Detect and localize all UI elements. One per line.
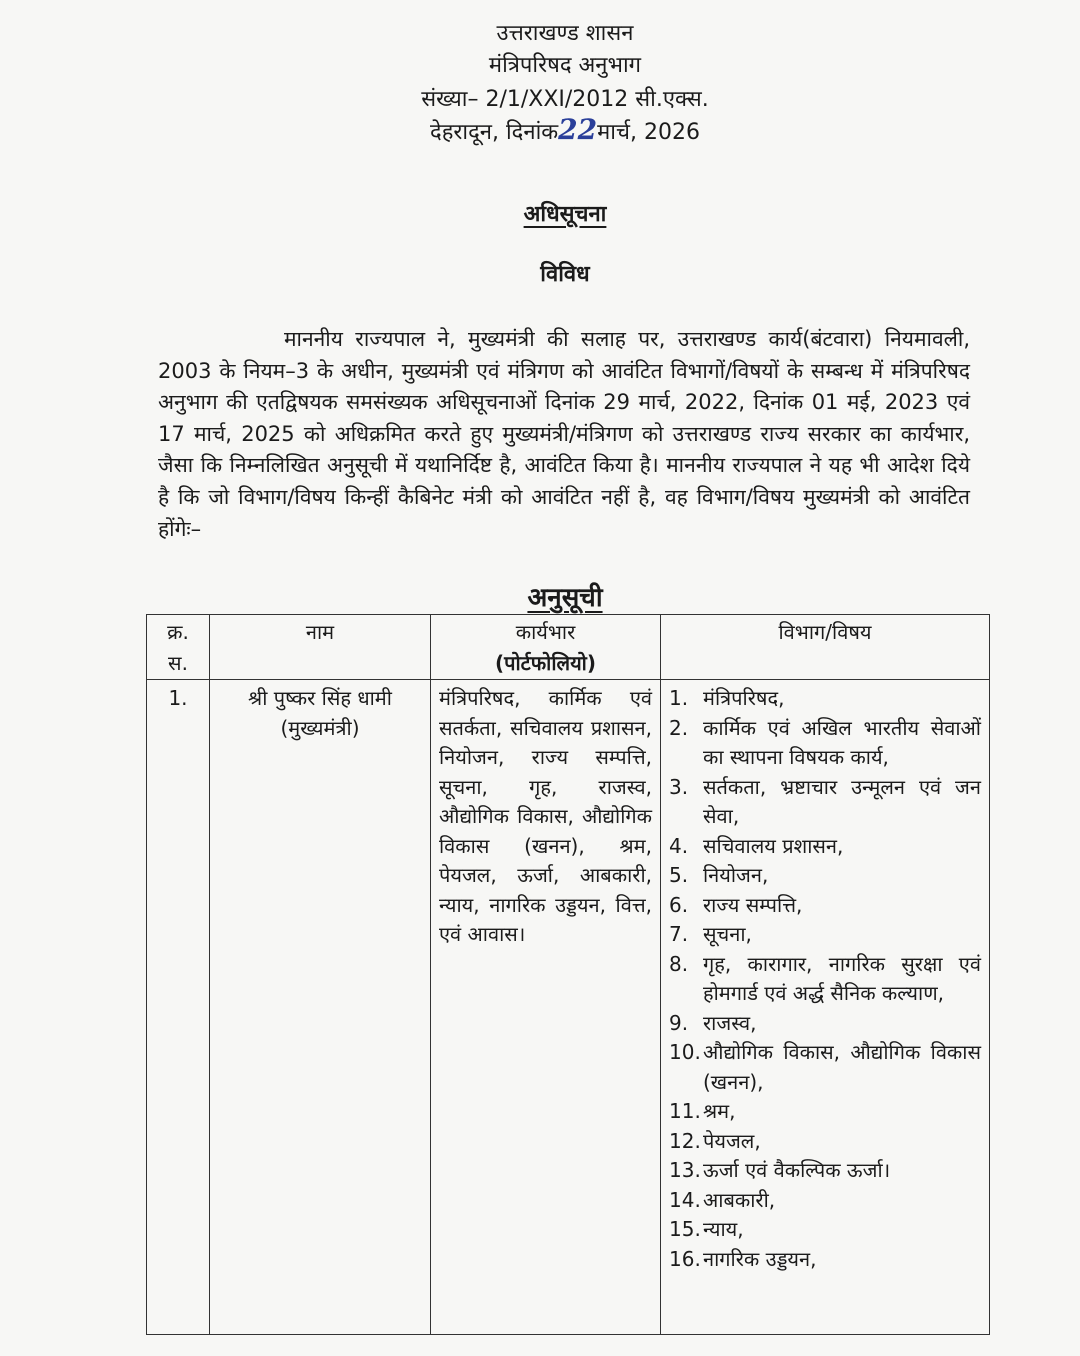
list-item-number: 3. <box>669 774 689 799</box>
schedule-table <box>146 614 990 1335</box>
date-prefix: देहरादून, दिनांक <box>430 120 559 145</box>
list-item-number: 6. <box>669 892 689 917</box>
list-item-text: सर्तकता, भ्रष्टाचार उन्मूलन एवं जन सेवा, <box>703 774 981 828</box>
list-item <box>669 832 981 862</box>
list-item <box>669 950 981 1009</box>
list-item-number: 14. <box>669 1187 701 1212</box>
header-line-1: उत्तराखण्ड शासन <box>496 21 634 46</box>
cell-sno: 1. <box>147 680 210 1335</box>
list-item-text: सचिवालय प्रशासन, <box>703 833 844 858</box>
list-item-text: श्रम, <box>703 1099 736 1123</box>
list-item-number: 8. <box>669 951 689 976</box>
notification-title: अधिसूचना <box>523 202 607 227</box>
list-item-text: राज्य सम्पत्ति, <box>703 892 803 917</box>
list-item <box>669 891 981 921</box>
list-item <box>669 1009 981 1039</box>
list-item <box>669 773 981 832</box>
list-item-text: ऊर्जा एवं वैकल्पिक ऊर्जा। <box>703 1158 891 1182</box>
header-portfolio: कार्यभार (पोर्टफोलियो) <box>431 615 661 680</box>
list-item-number: 11. <box>669 1099 701 1123</box>
list-item <box>669 1156 981 1186</box>
list-item <box>669 714 981 773</box>
list-item <box>669 1245 981 1275</box>
list-item-number: 5. <box>669 863 689 887</box>
header-name: नाम <box>210 615 431 680</box>
list-item-text: मंत्रिपरिषद, <box>703 686 785 710</box>
cell-name: श्री पुष्कर सिंह धामी (मुख्यमंत्री) <box>210 680 431 1335</box>
list-item-text: न्याय, <box>703 1217 744 1241</box>
list-item <box>669 920 981 950</box>
header-line-2: मंत्रिपरिषद अनुभाग <box>488 53 642 78</box>
date-line <box>0 114 1080 149</box>
list-item <box>669 1127 981 1157</box>
list-item-number: 1. <box>669 686 689 710</box>
list-item-number: 16. <box>669 1246 701 1271</box>
departments-list <box>669 684 981 1274</box>
list-item <box>669 1215 981 1245</box>
list-item-number: 4. <box>669 833 689 858</box>
list-item <box>669 861 981 891</box>
list-item-number: 12. <box>669 1128 701 1153</box>
list-item-text: नागरिक उड्डयन, <box>703 1246 817 1271</box>
list-item-text: नियोजन, <box>703 863 769 887</box>
list-item-text: कार्मिक एवं अखिल भारतीय सेवाओं का स्थापना विषयक कार्य, <box>703 715 981 769</box>
list-item-number: 7. <box>669 922 689 946</box>
list-item-number: 9. <box>669 1010 689 1035</box>
handwritten-date: 22 <box>558 113 598 146</box>
list-item-text: औद्योगिक विकास, औद्योगिक विकास (खनन), <box>703 1040 981 1094</box>
notification-subtitle: विविध <box>540 262 590 287</box>
list-item-text: राजस्व, <box>703 1010 757 1035</box>
date-suffix: मार्च, 2026 <box>597 120 700 145</box>
list-item-text: आबकारी, <box>703 1187 776 1212</box>
cell-departments <box>661 680 990 1335</box>
list-item-number: 2. <box>669 715 689 740</box>
list-item <box>669 1097 981 1127</box>
reference-number: संख्या– 2/1/XXI/2012 सी.एक्स. <box>421 87 709 112</box>
notification-paragraph: माननीय राज्यपाल ने, मुख्यमंत्री की सलाह पर, उत्तराखण्ड कार्य(बंटवारा) नियमावली, 2003 के नियम–3 के अधीन, मुख्यमंत्री एवं मंत्रिगण को आवंटित विभागों/विषयों के सम्बन्ध में मंत्रिपरिषद अनुभाग की एतद्विषयक समसंख्यक अधिसूचनाओं दिनांक 29 मार्च, 2022, दिनांक 01 मई, 2023 एवं 17 मार्च, 2025 को अधिक्रमित करते हुए मुख्यमंत्री/मंत्रिगण को उत्तराखण्ड राज्य सरकार का कार्यभार, जैसा कि निम्नलिखित अनुसूची में यथानिर्दिष्ट है, आवंटित किया है। माननीय राज्यपाल ने यह भी आदेश दिये है कि जो विभाग/विषय किन्हीं कैबिनेट मंत्री को आवंटित नहीं है, वह विभाग/विषय मुख्यमंत्री को आवंटित होंगेः– <box>158 327 970 541</box>
list-item-number: 13. <box>669 1158 701 1182</box>
cell-portfolio: मंत्रिपरिषद, कार्मिक एवं सतर्कता, सचिवालय प्रशासन, नियोजन, राज्य सम्पत्ति, सूचना, गृह, राजस्व, औद्योगिक विकास, औद्योगिक विकास (खनन), श्रम, पेयजल, ऊर्जा, आबकारी, न्याय, नागरिक उड्डयन, वित्त, एवं आवास। <box>431 680 661 1335</box>
schedule-title: अनुसूची <box>527 583 603 613</box>
header-departments: विभाग/विषय <box>661 615 990 680</box>
list-item-number: 15. <box>669 1217 701 1241</box>
list-item-text: गृह, कारागार, नागरिक सुरक्षा एवं होमगार्ड एवं अर्द्ध सैनिक कल्याण, <box>703 951 981 1005</box>
header-sno: क्र. स. <box>147 615 210 680</box>
list-item <box>669 684 981 714</box>
list-item-text: पेयजल, <box>703 1128 761 1153</box>
list-item <box>669 1186 981 1216</box>
list-item-number: 10. <box>669 1040 701 1064</box>
table-header-row <box>147 615 990 680</box>
list-item-text: सूचना, <box>703 922 752 946</box>
list-item <box>669 1038 981 1097</box>
table-row <box>147 680 990 1335</box>
